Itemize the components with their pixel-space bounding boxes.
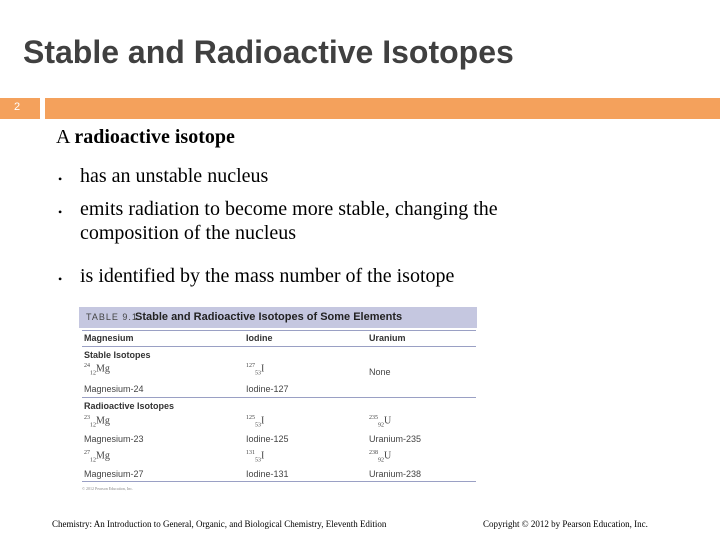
column-header: Iodine bbox=[246, 333, 273, 343]
nuclide-symbol: $^{23}_{12}$Mg bbox=[84, 415, 110, 429]
section-radioactive: Radioactive Isotopes bbox=[84, 401, 175, 411]
bullet-text: is identified by the mass number of the isotope bbox=[80, 265, 455, 287]
table-cell: Magnesium-27 bbox=[84, 469, 144, 479]
divider bbox=[82, 481, 476, 482]
table-cell: None bbox=[369, 367, 391, 377]
table-cell: Uranium-235 bbox=[369, 434, 422, 444]
nuclide-symbol: $^{131}_{53}$I bbox=[246, 450, 265, 464]
table-cell: Iodine-127 bbox=[246, 384, 289, 394]
nuclide-symbol: $^{24}_{12}$Mg bbox=[84, 363, 110, 377]
content-heading bbox=[56, 126, 235, 149]
slide-title: Stable and Radioactive Isotopes bbox=[23, 34, 514, 70]
nuclide-symbol: $^{27}_{12}$Mg bbox=[84, 450, 110, 464]
section-stable: Stable Isotopes bbox=[84, 350, 151, 360]
nuclide-symbol: $^{235}_{92}$U bbox=[369, 415, 392, 429]
column-header: Uranium bbox=[369, 333, 406, 343]
accent-bar bbox=[45, 98, 720, 119]
divider bbox=[82, 397, 476, 398]
table-cell: Magnesium-23 bbox=[84, 434, 144, 444]
divider bbox=[82, 346, 476, 347]
bullet-dot-icon: • bbox=[58, 172, 63, 186]
slide-number: 2 bbox=[14, 101, 21, 113]
heading-prefix: A bbox=[56, 126, 75, 148]
divider bbox=[82, 330, 476, 331]
bullet-dot-icon: • bbox=[58, 272, 63, 286]
footer-citation: Chemistry: An Introduction to General, Organic, and Biological Chemistry, Eleventh Edition bbox=[52, 519, 387, 529]
nuclide-symbol: $^{238}_{92}$U bbox=[369, 450, 392, 464]
table-copyright: © 2012 Pearson Education, Inc. bbox=[82, 486, 134, 491]
isotope-table bbox=[79, 307, 477, 490]
nuclide-symbol: $^{127}_{53}$I bbox=[246, 363, 265, 377]
footer-copyright: Copyright © 2012 by Pearson Education, Inc. bbox=[483, 519, 648, 529]
bullet-text: has an unstable nucleus bbox=[80, 165, 269, 187]
table-cell: Magnesium-24 bbox=[84, 384, 144, 394]
nuclide-symbol: $^{125}_{53}$I bbox=[246, 415, 265, 429]
table-cell: Uranium-238 bbox=[369, 469, 422, 479]
table-title: Stable and Radioactive Isotopes of Some Elements bbox=[135, 311, 403, 323]
table-cell: Iodine-131 bbox=[246, 469, 289, 479]
column-header: Magnesium bbox=[84, 333, 134, 343]
bullet-text: emits radiation to become more stable, changing the composition of the nucleus bbox=[80, 198, 498, 244]
table-cell: Iodine-125 bbox=[246, 434, 289, 444]
table-label: TABLE 9.1 bbox=[86, 312, 138, 322]
heading-bold: radioactive isotope bbox=[74, 126, 235, 148]
bullet-dot-icon: • bbox=[58, 205, 63, 219]
